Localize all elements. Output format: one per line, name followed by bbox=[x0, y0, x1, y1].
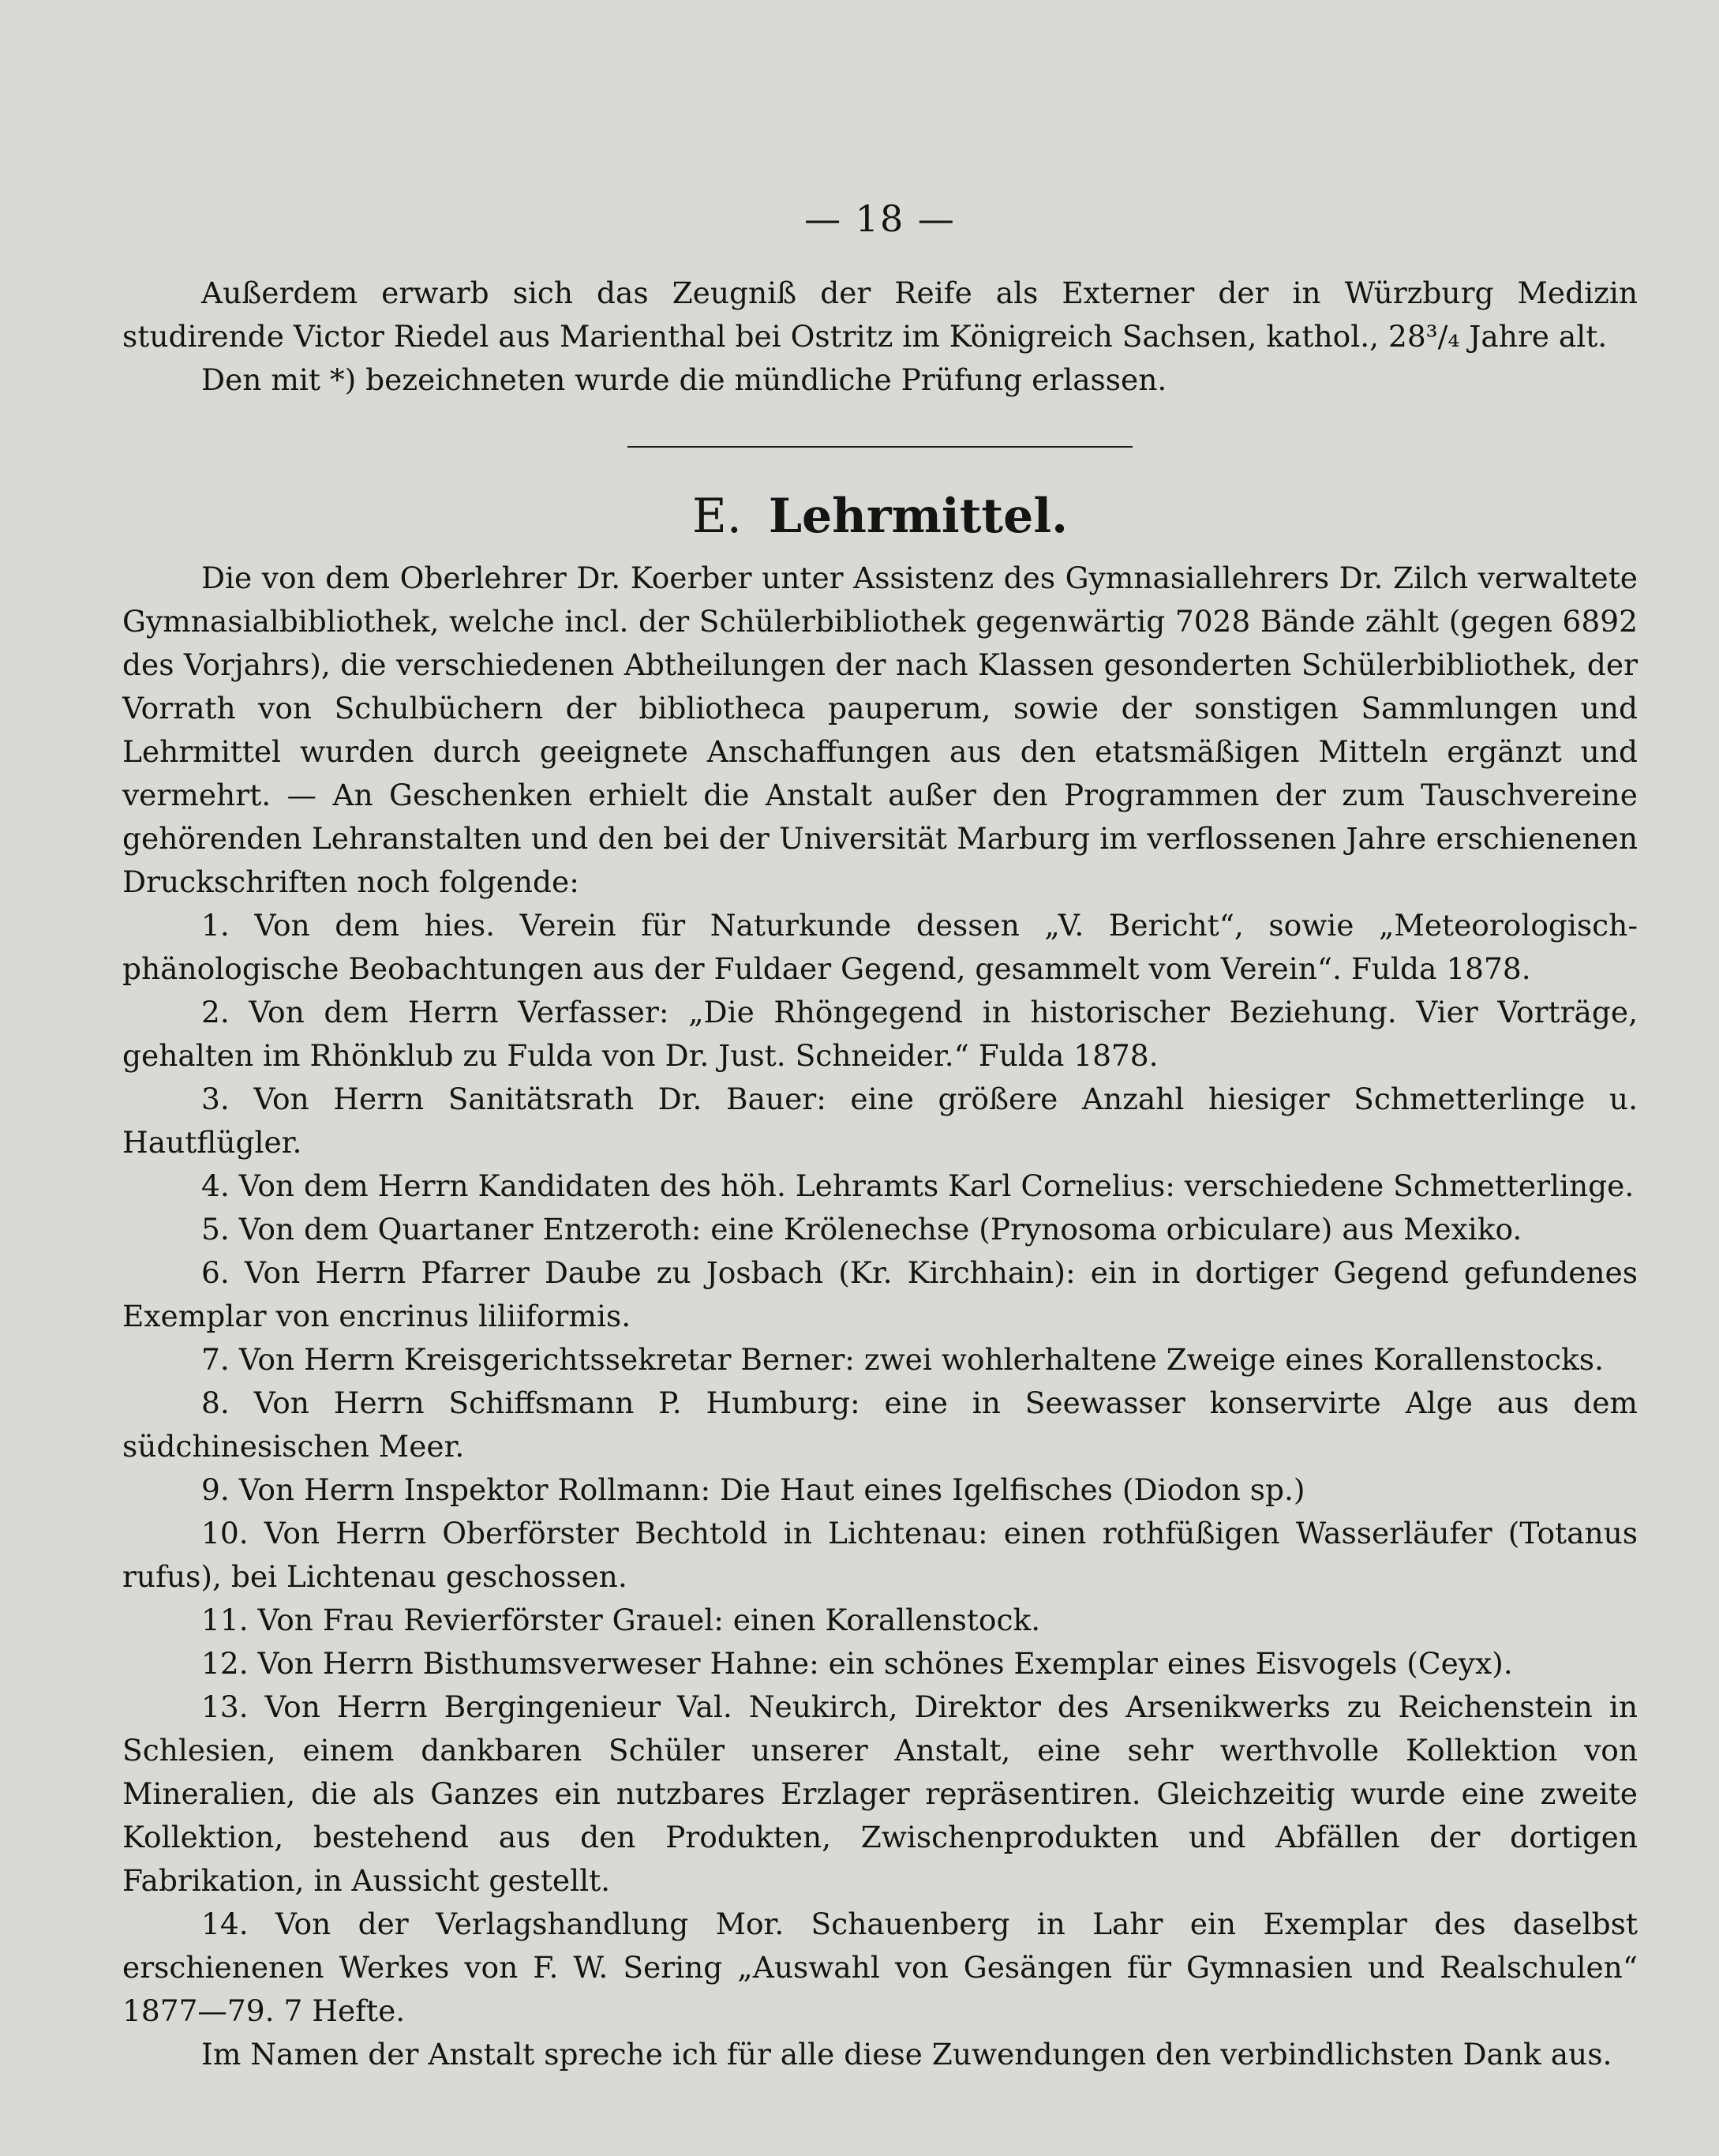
section-divider bbox=[627, 446, 1133, 448]
list-item-11: 11. Von Frau Revierförster Grauel: einen Korallenstock. bbox=[201, 1603, 1041, 1637]
section-title: Lehrmittel. bbox=[768, 489, 1069, 544]
intro-paragraph: Außerdem erwarb sich das Zeugniß der Reife als Externer der in Würzburg Medizin studirende Victor Riedel aus Marienthal bei Ostritz im Königreich Sachsen, kathol., 28³/₄ Jahre alt. bbox=[122, 276, 1638, 354]
list-item-2: 2. Von dem Herrn Verfasser: „Die Rhöngegend in historischer Beziehung. Vier Vorträge, gehalten im Rhönklub zu Fulda von Dr. Just. Schneider.“ Fulda 1878. bbox=[122, 995, 1638, 1073]
section-letter: E. bbox=[691, 489, 742, 544]
exemption-note: Den mit *) bezeichneten wurde die mündliche Prüfung erlassen. bbox=[201, 362, 1167, 397]
page-content bbox=[122, 197, 1638, 2076]
list-item-3: 3. Von Herrn Sanitätsrath Dr. Bauer: eine größere Anzahl hiesiger Schmetterlinge u. Hautflügler. bbox=[122, 1082, 1638, 1160]
list-item-4: 4. Von dem Herrn Kandidaten des höh. Lehramts Karl Cornelius: verschiedene Schmetterlinge. bbox=[201, 1168, 1635, 1203]
main-paragraph: Die von dem Oberlehrer Dr. Koerber unter Assistenz des Gymnasiallehrers Dr. Zilch verwaltete Gymnasialbibliothek, welche incl. der Schülerbibliothek gegenwärtig 7028 Bände zählt (gegen 6892 des Vorjahrs), die verschiedenen Abtheilungen der nach Klassen gesonderten Schülerbibliothek, der Vorrath von Schulbüchern der bibliotheca pauperum, sowie der sonstigen Sammlungen und Lehrmittel wurden durch geeignete Anschaffungen aus den etatsmäßigen Mitteln ergänzt und vermehrt. — An Geschenken erhielt die Anstalt außer den Programmen der zum Tauschvereine gehörenden Lehranstalten und den bei der Universität Marburg im verflossenen Jahre erschienenen Druckschriften noch folgende: bbox=[122, 561, 1638, 899]
page-number: — 18 — bbox=[804, 197, 956, 240]
list-item-1: 1. Von dem hies. Verein für Naturkunde dessen „V. Bericht“, sowie „Meteorologisch-phänologische Beobachtungen aus der Fuldaer Gegend, gesammelt vom Verein“. Fulda 1878. bbox=[122, 908, 1638, 986]
list-item-12: 12. Von Herrn Bisthumsverweser Hahne: ein schönes Exemplar eines Eisvogels (Ceyx). bbox=[201, 1646, 1513, 1681]
list-item-5: 5. Von dem Quartaner Entzeroth: eine Krölenechse (Prynosoma orbiculare) aus Mexiko. bbox=[201, 1212, 1522, 1247]
list-item-8: 8. Von Herrn Schiffsmann P. Humburg: eine in Seewasser konservirte Alge aus dem südchinesischen Meer. bbox=[122, 1385, 1638, 1464]
list-item-14: 14. Von der Verlagshandlung Mor. Schauenberg in Lahr ein Exemplar des daselbst erschienenen Werkes von F. W. Sering „Auswahl von Gesängen für Gymnasien und Realschulen“ 1877—79. 7 Hefte. bbox=[122, 1907, 1638, 2028]
list-item-7: 7. Von Herrn Kreisgerichtssekretar Berner: zwei wohlerhaltene Zweige eines Korallenstocks. bbox=[201, 1342, 1604, 1377]
closing-thanks: Im Namen der Anstalt spreche ich für alle diese Zuwendungen den verbindlichsten Dank aus. bbox=[201, 2037, 1612, 2072]
list-item-10: 10. Von Herrn Oberförster Bechtold in Lichtenau: einen rothfüßigen Wasserläufer (Totanus rufus), bei Lichtenau geschossen. bbox=[122, 1516, 1638, 1594]
section-heading bbox=[122, 489, 1638, 544]
list-item-6: 6. Von Herrn Pfarrer Daube zu Josbach (Kr. Kirchhain): ein in dortiger Gegend gefundenes Exemplar von encrinus liliiformis. bbox=[122, 1255, 1638, 1333]
list-item-9: 9. Von Herrn Inspektor Rollmann: Die Haut eines Igelfisches (Diodon sp.) bbox=[201, 1472, 1305, 1507]
list-item-13: 13. Von Herrn Bergingenieur Val. Neukirch, Direktor des Arsenikwerks zu Reichenstein in Schlesien, einem dankbaren Schüler unserer Anstalt, eine sehr werthvolle Kollektion von Mineralien, die als Ganzes ein nutzbares Erzlager repräsentiren. Gleichzeitig wurde eine zweite Kollektion, bestehend aus den Produkten, Zwischenprodukten und Abfällen der dortigen Fabrikation, in Aussicht gestellt. bbox=[122, 1689, 1638, 1898]
